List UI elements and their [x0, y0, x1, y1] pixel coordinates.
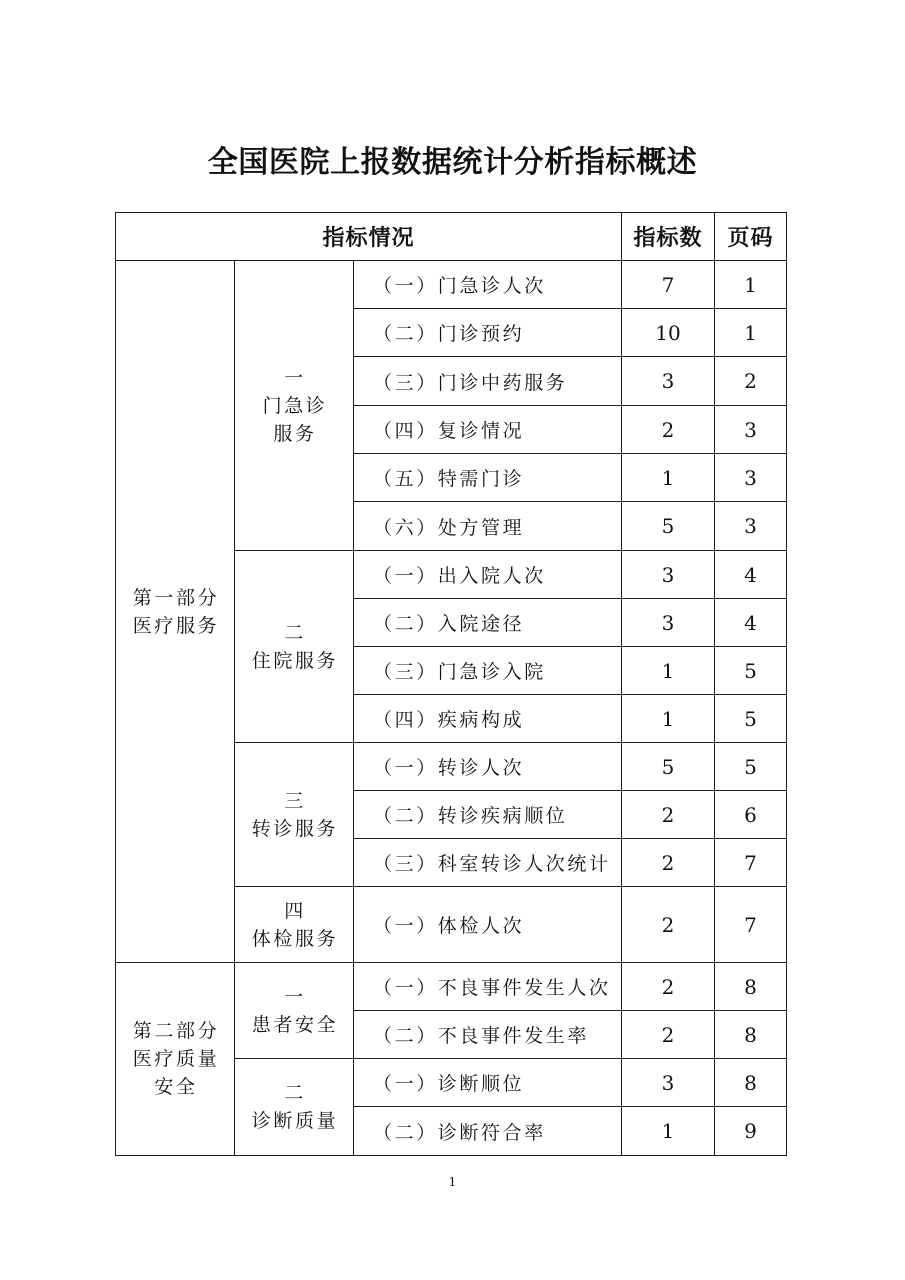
indicator-page: 5: [715, 647, 787, 695]
part-2-label-cell: [116, 963, 235, 1156]
indicator-count: 3: [622, 599, 715, 647]
header-page: 页码: [715, 213, 787, 261]
part-1-label-cell: [116, 261, 235, 963]
header-indicator: 指标情况: [116, 213, 622, 261]
indicator-page: 1: [715, 261, 787, 309]
part-label-line: 第二部分: [132, 1020, 220, 1042]
section-outpatient-cell: [235, 261, 354, 551]
table-row: [116, 963, 787, 1011]
indicator-page: 5: [715, 695, 787, 743]
indicator-count: 3: [622, 1059, 715, 1107]
indicator-page: 4: [715, 551, 787, 599]
indicator-name: （二）门诊预约: [354, 309, 622, 357]
indicator-count: 2: [622, 791, 715, 839]
indicator-count: 2: [622, 1011, 715, 1059]
indicator-page: 2: [715, 357, 787, 406]
indicator-count: 1: [622, 1107, 715, 1156]
indicator-name: （一）诊断顺位: [354, 1059, 622, 1107]
document-title: 全国医院上报数据统计分析指标概述: [207, 145, 698, 180]
section-name-line: 门急诊: [262, 394, 328, 417]
indicator-count: 1: [622, 647, 715, 695]
indicator-page: 7: [715, 839, 787, 887]
indicator-name: （一）不良事件发生人次: [354, 963, 622, 1011]
indicator-table: [115, 212, 787, 1156]
indicator-count: 5: [622, 743, 715, 791]
indicator-page: 6: [715, 791, 787, 839]
indicator-count: 2: [622, 963, 715, 1011]
indicator-count: 5: [622, 502, 715, 551]
indicator-name: （二）不良事件发生率: [354, 1011, 622, 1059]
indicator-page: 3: [715, 454, 787, 502]
indicator-page: 5: [715, 743, 787, 791]
indicator-count: 7: [622, 261, 715, 309]
section-inpatient-cell: [235, 551, 354, 743]
section-number: 一: [284, 985, 306, 1008]
section-number: 三: [284, 789, 306, 812]
indicator-page: 3: [715, 406, 787, 454]
indicator-name: （三）门急诊入院: [354, 647, 622, 695]
indicator-name: （二）诊断符合率: [354, 1107, 622, 1156]
indicator-name: （三）门诊中药服务: [354, 357, 622, 406]
part-label-line: 第一部分: [132, 586, 220, 609]
indicator-name: （四）复诊情况: [354, 406, 622, 454]
indicator-name: （二）入院途径: [354, 599, 622, 647]
section-name-line: 诊断质量: [251, 1110, 339, 1132]
indicator-page: 8: [715, 1011, 787, 1059]
section-name-line: 患者安全: [251, 1013, 339, 1036]
section-name-line: 体检服务: [251, 927, 339, 950]
section-patient-safety-cell: [235, 963, 354, 1059]
page-number: 1: [448, 1175, 457, 1189]
indicator-page: 3: [715, 502, 787, 551]
indicator-name: （三）科室转诊人次统计: [354, 839, 622, 887]
indicator-name: （一）门急诊人次: [354, 261, 622, 309]
indicator-page: 8: [715, 963, 787, 1011]
indicator-name: （一）体检人次: [354, 887, 622, 963]
part-label-line: 安全: [154, 1076, 198, 1098]
table-row: [116, 261, 787, 309]
section-name-line: 转诊服务: [251, 817, 339, 840]
indicator-count: 10: [622, 309, 715, 357]
section-diagnosis-quality-cell: [235, 1059, 354, 1156]
header-count: 指标数: [622, 213, 715, 261]
indicator-name: （二）转诊疾病顺位: [354, 791, 622, 839]
indicator-page: 4: [715, 599, 787, 647]
indicator-count: 1: [622, 695, 715, 743]
indicator-count: 2: [622, 406, 715, 454]
section-name-line: 服务: [273, 422, 317, 445]
indicator-count: 3: [622, 357, 715, 406]
part-label-line: 医疗服务: [132, 614, 220, 637]
section-number: 二: [284, 1082, 306, 1104]
section-number: 一: [284, 366, 306, 389]
indicator-name: （五）特需门诊: [354, 454, 622, 502]
indicator-count: 2: [622, 839, 715, 887]
indicator-count: 3: [622, 551, 715, 599]
section-number: 四: [284, 899, 306, 922]
indicator-page: 9: [715, 1107, 787, 1156]
indicator-page: 8: [715, 1059, 787, 1107]
indicator-name: （四）疾病构成: [354, 695, 622, 743]
indicator-name: （一）转诊人次: [354, 743, 622, 791]
indicator-page: 7: [715, 887, 787, 963]
section-name-line: 住院服务: [251, 649, 339, 672]
indicator-name: （六）处方管理: [354, 502, 622, 551]
part-label-line: 医疗质量: [132, 1048, 220, 1070]
section-checkup-cell: [235, 887, 354, 963]
indicator-count: 1: [622, 454, 715, 502]
indicator-page: 1: [715, 309, 787, 357]
section-number: 二: [284, 621, 306, 644]
table-header-row: [116, 213, 787, 261]
section-referral-cell: [235, 743, 354, 887]
indicator-name: （一）出入院人次: [354, 551, 622, 599]
indicator-count: 2: [622, 887, 715, 963]
